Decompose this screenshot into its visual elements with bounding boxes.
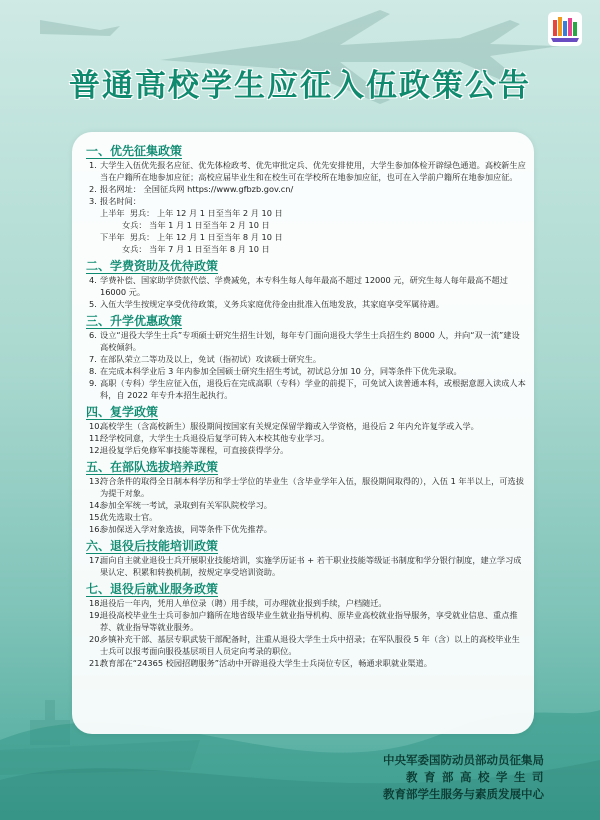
policy-item: 17.面向自主就业退役士兵开展职业技能培训，实施学历证书 + 若干职业技能等级证书制度和学分银行制度，建立学习成果认定、积累和转换机制，按规定享受培训资助。 <box>89 555 522 577</box>
section-heading: 三、升学优惠政策 <box>86 314 183 328</box>
policy-item: 14.参加全军统一考试，录取到有关军队院校学习。 <box>89 500 272 510</box>
policy-item: 10.高校学生（含高校新生）服役期间按国家有关规定保留学籍或入学资格，退役后 2 年内允许复学或入学。 <box>89 421 479 431</box>
policy-item: 9. 高职（专科）学生应征入伍，退役后在完成高职（专科）学业的前提下，可免试入读普通本科，或根据意愿入读成人本科，自 2022 年专升本招生起执行。 <box>89 378 526 400</box>
policy-item: 4. 学费补偿、国家助学贷款代偿、学费减免，本专科生每人每年最高不超过 12000 元，研究生每人每年最高不超过 16000 元。 <box>89 275 508 297</box>
policy-card <box>72 132 534 734</box>
policy-content <box>86 140 526 669</box>
policy-item: 1. 大学生入伍优先报名应征、优先体检政考、优先审批定兵、优先安排使用，大学生参加体检开辟绿色通道。高校新生应当在户籍所在地参加应征；高校应届毕业生和在校生可在学校所在地参加应征，也可在入学前户籍所在地参加应征。 <box>89 160 526 182</box>
policy-item: 21.教育部在“24365 校园招聘服务”活动中开辟退役大学生士兵岗位专区，畅通求职就业渠道。 <box>89 658 432 668</box>
policy-item: 7. 在部队荣立二等功及以上，免试（指初试）攻读硕士研究生。 <box>89 354 322 364</box>
issuer-line: 教育部高校学生司 <box>406 770 550 784</box>
policy-item: 12.退役复学后免修军事技能等课程，可直接获得学分。 <box>89 445 289 455</box>
section-heading: 五、在部队选拔培养政策 <box>86 460 219 474</box>
policy-item: 20.乡镇补充干部、基层专职武装干部配备时，注重从退役大学生士兵中招录；在军队服役 5 年（含）以上的高校毕业生士兵可以报考面向服役基层项目人员定向考录的职位。 <box>89 634 520 656</box>
issuer-footer <box>383 752 550 803</box>
schedule-row: 上半年 男兵： 上年 12 月 1 日至当年 2 月 10 日 <box>100 208 283 218</box>
section-heading: 一、优先征集政策 <box>86 144 183 158</box>
policy-item: 15.优先选取士官。 <box>89 512 158 522</box>
bookshelf-logo-icon <box>548 12 582 46</box>
section-heading: 七、退役后就业服务政策 <box>86 582 219 596</box>
schedule-row: 女兵： 当年 7 月 1 日至当年 8 月 10 日 <box>122 244 270 254</box>
section-heading: 六、退役后技能培训政策 <box>86 539 219 553</box>
section-heading: 四、复学政策 <box>86 405 159 419</box>
policy-item: 19.退役高校毕业生士兵可参加户籍所在地省级毕业生就业指导机构、原毕业高校就业指导服务，享受就业信息、重点推荐、就业指导等就业服务。 <box>89 610 518 632</box>
policy-item: 13.符合条件的取得全日制本科学历和学士学位的毕业生（含毕业学年入伍，服役期间取得的），入伍 1 年半以上，可选拔为提干对象。 <box>89 476 524 498</box>
policy-item: 5. 入伍大学生按规定享受优待政策，义务兵家庭优待金由批准入伍地发放，其家庭享受军属待遇。 <box>89 299 444 309</box>
policy-item: 16.参加保送入学对象选拔，同等条件下优先推荐。 <box>89 524 272 534</box>
page-title: 普通高校学生应征入伍政策公告 <box>69 68 531 104</box>
policy-item: 18.退役后一年内，凭用人单位录（聘）用手续，可办理就业报到手续，户档随迁。 <box>89 598 387 608</box>
schedule-row: 女兵： 当年 1 月 1 日至当年 2 月 10 日 <box>122 220 270 230</box>
section-heading: 二、学费资助及优待政策 <box>86 259 219 273</box>
policy-item: 2. 报名网址： 全国征兵网 https://www.gfbzb.gov.cn/ <box>89 184 294 194</box>
issuer-line: 教育部学生服务与素质发展中心 <box>383 787 544 801</box>
policy-item: 6. 设立“退役大学生士兵”专项硕士研究生招生计划，每年专门面向退役大学生士兵招生约 8000 人，并向“双一流”建设高校倾斜。 <box>89 330 520 352</box>
schedule-row: 下半年 男兵： 上年 12 月 1 日至当年 8 月 10 日 <box>100 232 283 242</box>
issuer-line: 中央军委国防动员部动员征集局 <box>383 753 544 767</box>
policy-item: 3. 报名时间： <box>89 196 141 206</box>
policy-item: 11.经学校同意，大学生士兵退役后复学可转入本校其他专业学习。 <box>89 433 330 443</box>
policy-item: 8. 在完成本科学业后 3 年内参加全国硕士研究生招生考试，初试总分加 10 分，同等条件下优先录取。 <box>89 366 462 376</box>
